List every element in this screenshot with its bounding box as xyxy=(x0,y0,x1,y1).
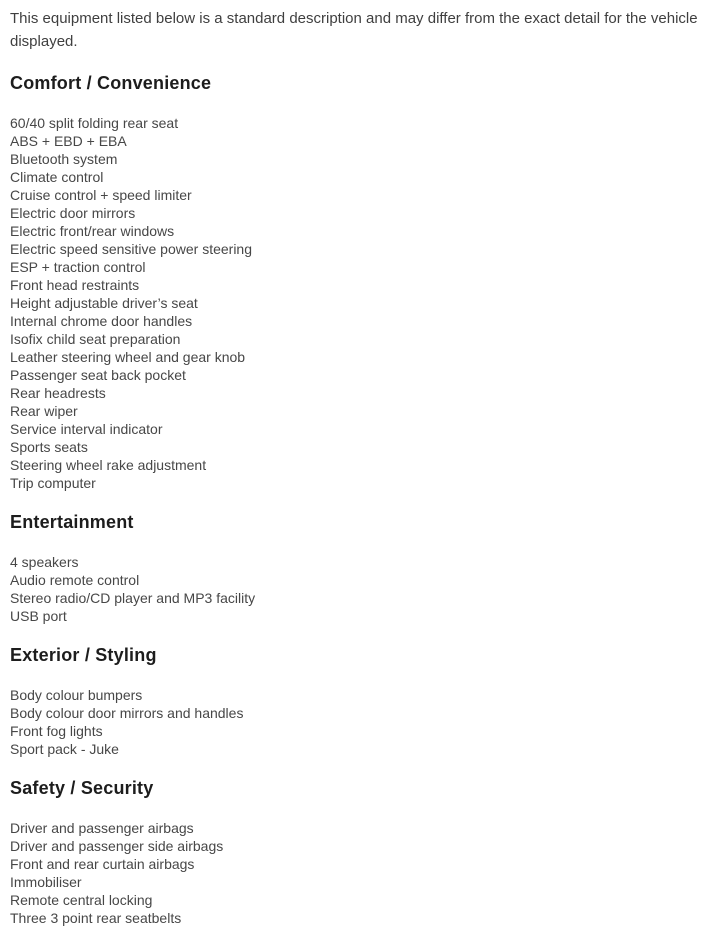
equipment-item: Passenger seat back pocket xyxy=(10,367,186,383)
equipment-item: Internal chrome door handles xyxy=(10,313,193,329)
equipment-item: Audio remote control xyxy=(10,572,140,588)
equipment-item: Immobiliser xyxy=(10,874,82,890)
equipment-section xyxy=(10,511,716,625)
equipment-section xyxy=(10,72,716,492)
equipment-item: Front head restraints xyxy=(10,277,140,293)
equipment-item: Bluetooth system xyxy=(10,151,118,167)
section-title: Comfort / Convenience xyxy=(10,73,212,93)
equipment-item: Sport pack - Juke xyxy=(10,741,119,757)
equipment-item: Sports seats xyxy=(10,439,88,455)
equipment-item: Three 3 point rear seatbelts xyxy=(10,910,182,926)
equipment-item: Leather steering wheel and gear knob xyxy=(10,349,246,365)
equipment-item: 60/40 split folding rear seat xyxy=(10,115,179,131)
equipment-item: Height adjustable driver’s seat xyxy=(10,295,198,311)
equipment-list xyxy=(10,553,716,625)
equipment-section xyxy=(10,644,716,758)
equipment-item: USB port xyxy=(10,608,67,624)
equipment-item: Front fog lights xyxy=(10,723,103,739)
equipment-sections xyxy=(10,72,716,927)
equipment-item: Cruise control + speed limiter xyxy=(10,187,192,203)
equipment-item: 4 speakers xyxy=(10,554,79,570)
equipment-disclaimer-text: This equipment listed below is a standard description and may differ from the exact detail for the vehicle displayed. xyxy=(10,10,698,50)
equipment-item: Rear wiper xyxy=(10,403,78,419)
equipment-list xyxy=(10,114,716,492)
equipment-item: Steering wheel rake adjustment xyxy=(10,457,207,473)
equipment-item: Isofix child seat preparation xyxy=(10,331,181,347)
equipment-item: Electric front/rear windows xyxy=(10,223,175,239)
equipment-section xyxy=(10,777,716,927)
equipment-item: Service interval indicator xyxy=(10,421,163,437)
equipment-item: Rear headrests xyxy=(10,385,106,401)
equipment-item: Driver and passenger airbags xyxy=(10,820,194,836)
section-title: Exterior / Styling xyxy=(10,645,157,665)
equipment-item: ESP + traction control xyxy=(10,259,146,275)
equipment-item: Driver and passenger side airbags xyxy=(10,838,224,854)
equipment-description-page xyxy=(10,7,716,927)
equipment-item: Remote central locking xyxy=(10,892,153,908)
equipment-item: Front and rear curtain airbags xyxy=(10,856,195,872)
section-title: Safety / Security xyxy=(10,778,154,798)
equipment-item: ABS + EBD + EBA xyxy=(10,133,127,149)
equipment-list xyxy=(10,686,716,758)
equipment-item: Body colour door mirrors and handles xyxy=(10,705,244,721)
equipment-item: Electric door mirrors xyxy=(10,205,136,221)
equipment-list xyxy=(10,819,716,927)
equipment-item: Electric speed sensitive power steering xyxy=(10,241,253,257)
equipment-item: Climate control xyxy=(10,169,104,185)
section-title: Entertainment xyxy=(10,512,134,532)
equipment-item: Body colour bumpers xyxy=(10,687,143,703)
equipment-item: Stereo radio/CD player and MP3 facility xyxy=(10,590,256,606)
equipment-item: Trip computer xyxy=(10,475,96,491)
